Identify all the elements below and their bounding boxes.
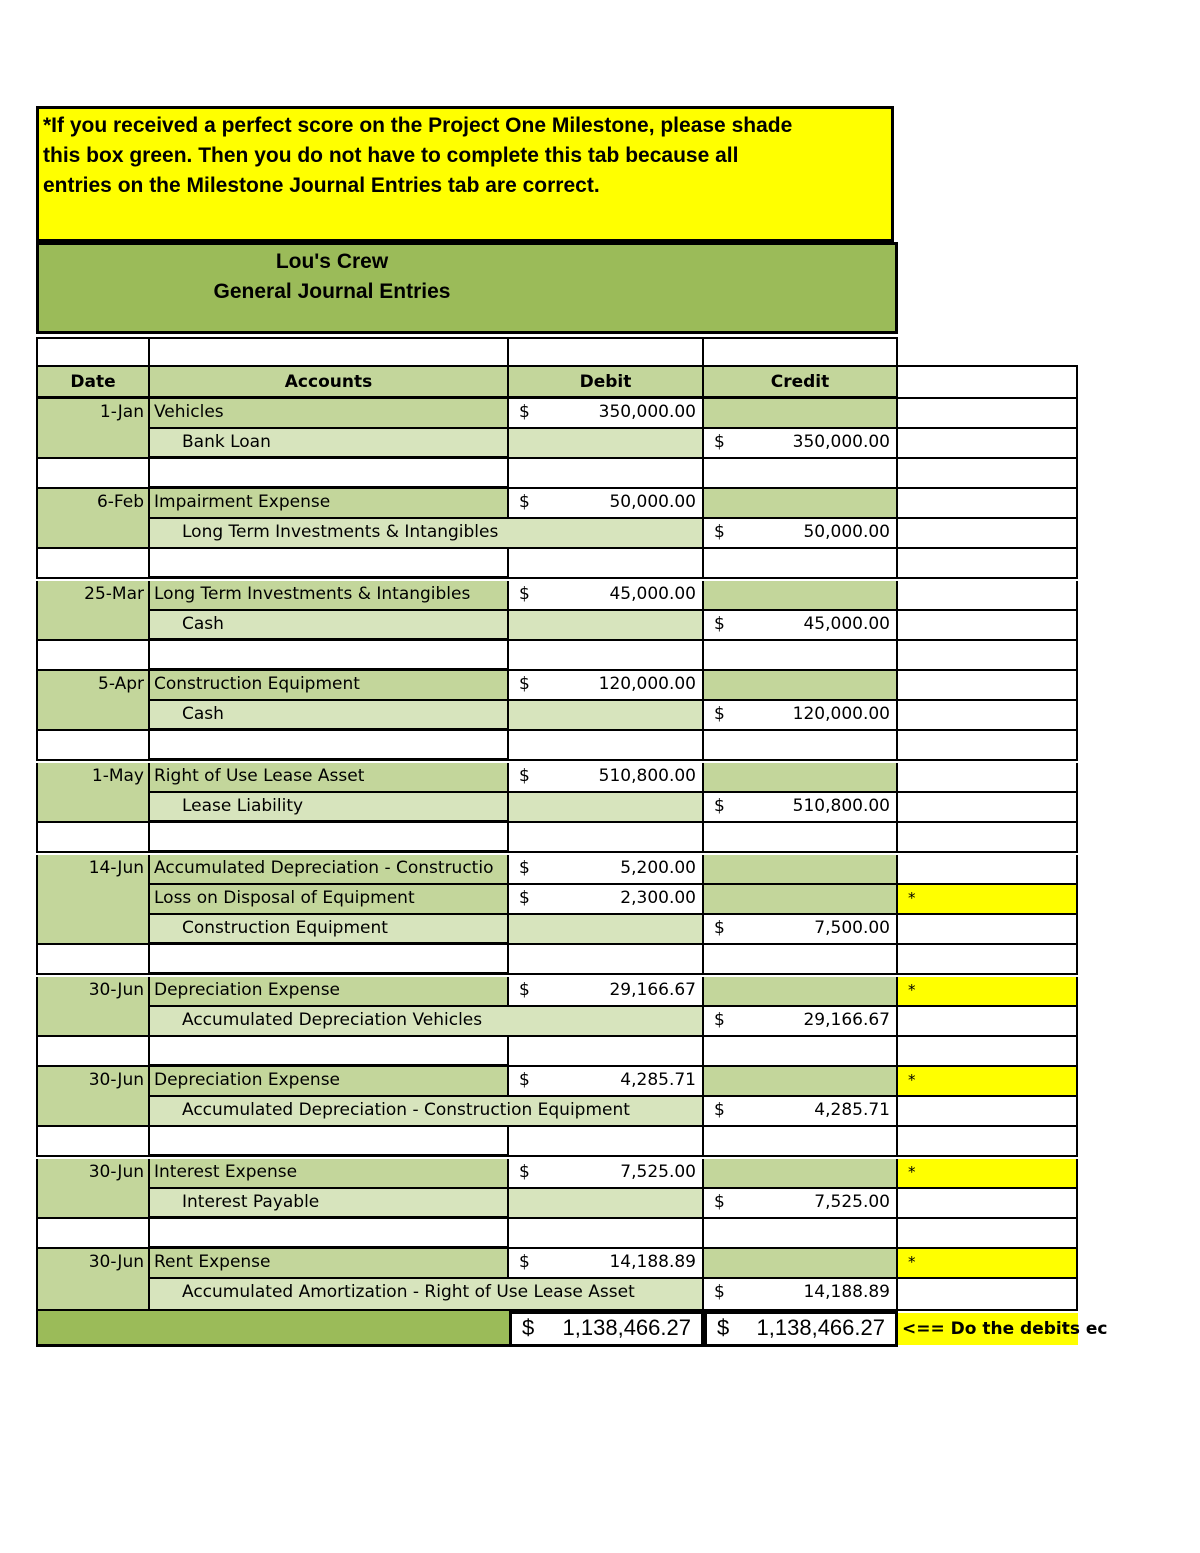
- column-header-date: Date: [36, 365, 150, 399]
- spacer-cell: [704, 549, 898, 579]
- credit-empty: [704, 671, 898, 701]
- journal-header: [36, 242, 898, 334]
- amount: 45,000.00: [609, 584, 696, 604]
- debit-empty: [509, 429, 704, 459]
- credit-empty: [704, 855, 898, 885]
- currency-symbol: $: [519, 858, 530, 878]
- spacer-cell: [36, 1037, 150, 1067]
- spacer-cell: [150, 459, 509, 489]
- note-marker: *: [898, 1067, 1078, 1097]
- debit-amount: [509, 1249, 704, 1279]
- debit-empty: [509, 793, 704, 823]
- extra-cell: [898, 1127, 1078, 1157]
- currency-symbol: $: [519, 492, 530, 512]
- entry-date: 30-Jun: [36, 1067, 150, 1097]
- entry-date: 1-May: [36, 763, 150, 793]
- spacer-cell: [36, 549, 150, 579]
- amount: 29,166.67: [609, 980, 696, 1000]
- credit-account: Cash: [150, 611, 509, 641]
- credit-account: Accumulated Amortization - Right of Use Lease Asset: [150, 1279, 704, 1311]
- debit-amount: [509, 855, 704, 885]
- extra-cell: [898, 459, 1078, 489]
- spacer-cell: [509, 1219, 704, 1249]
- total-credit-amount: 1,138,466.27: [756, 1315, 885, 1340]
- amount: 5,200.00: [620, 858, 696, 878]
- entry-date: 14-Jun: [36, 855, 150, 885]
- amount: 4,285.71: [814, 1100, 890, 1120]
- currency-symbol: $: [714, 522, 725, 542]
- credit-amount: [704, 793, 898, 823]
- debit-account: Rent Expense: [150, 1249, 509, 1279]
- debit-empty: [509, 1189, 704, 1219]
- credit-empty: [704, 399, 898, 429]
- spacer-cell: [36, 945, 150, 975]
- amount: 14,188.89: [609, 1252, 696, 1272]
- spacer-cell: [36, 337, 150, 365]
- entry-date-continued: [36, 611, 150, 641]
- debit-amount: [509, 489, 704, 519]
- entry-date-continued: [36, 429, 150, 459]
- extra-cell: [898, 1037, 1078, 1067]
- currency-symbol: $: [714, 796, 725, 816]
- total-credit-currency: $: [717, 1315, 730, 1340]
- currency-symbol: $: [714, 1282, 725, 1302]
- debit-account: Right of Use Lease Asset: [150, 763, 509, 793]
- currency-symbol: $: [519, 1252, 530, 1272]
- spacer-cell: [36, 459, 150, 489]
- debit-empty: [509, 611, 704, 641]
- entry-date-continued: [36, 1189, 150, 1219]
- spacer-cell: [704, 945, 898, 975]
- column-header-debit: Debit: [509, 365, 704, 399]
- spacer-cell: [704, 1127, 898, 1157]
- currency-symbol: $: [714, 1192, 725, 1212]
- balance-check-message: <== Do the debits ec: [898, 1313, 1078, 1345]
- amount: 120,000.00: [598, 674, 696, 694]
- credit-account: Accumulated Depreciation Vehicles: [150, 1007, 704, 1037]
- extra-cell: [898, 549, 1078, 579]
- note-marker: *: [898, 885, 1078, 915]
- extra-cell: [898, 489, 1078, 519]
- debit-amount: [509, 1159, 704, 1189]
- amount: 45,000.00: [803, 614, 890, 634]
- spacer-cell: [150, 641, 509, 671]
- credit-amount: [704, 1279, 898, 1311]
- journal-title: General Journal Entries: [213, 280, 451, 303]
- credit-amount: [704, 429, 898, 459]
- spacer-cell: [509, 459, 704, 489]
- entry-date: 6-Feb: [36, 489, 150, 519]
- note-marker: *: [898, 1159, 1078, 1189]
- debit-account: Interest Expense: [150, 1159, 509, 1189]
- note-marker: *: [898, 1249, 1078, 1279]
- spacer-cell: [150, 337, 509, 365]
- credit-amount: [704, 1189, 898, 1219]
- spacer-cell: [704, 1037, 898, 1067]
- amount: 50,000.00: [609, 492, 696, 512]
- debit-amount: [509, 885, 704, 915]
- note-marker: *: [898, 977, 1078, 1007]
- credit-account: Interest Payable: [150, 1189, 509, 1219]
- credit-empty: [704, 763, 898, 793]
- credit-empty: [704, 1159, 898, 1189]
- credit-account: Bank Loan: [150, 429, 509, 459]
- spacer-cell: [509, 823, 704, 853]
- spacer-cell: [150, 549, 509, 579]
- entry-date-continued: [36, 793, 150, 823]
- debit-empty: [509, 915, 704, 945]
- debit-account: Depreciation Expense: [150, 977, 509, 1007]
- company-name: Lou's Crew: [275, 250, 389, 273]
- extra-cell: [898, 671, 1078, 701]
- spacer-cell: [150, 731, 509, 761]
- currency-symbol: $: [519, 1162, 530, 1182]
- extra-cell: [898, 915, 1078, 945]
- currency-symbol: $: [519, 674, 530, 694]
- spacer-cell: [509, 549, 704, 579]
- extra-cell: [898, 823, 1078, 853]
- spacer-cell: [509, 1037, 704, 1067]
- total-debit-amount: 1,138,466.27: [562, 1315, 691, 1340]
- amount: 120,000.00: [792, 704, 890, 724]
- total-debit-currency: $: [522, 1315, 535, 1340]
- spacer-cell: [36, 641, 150, 671]
- amount: 50,000.00: [803, 522, 890, 542]
- debit-amount: [509, 1067, 704, 1097]
- spacer-cell: [509, 641, 704, 671]
- debit-amount: [509, 671, 704, 701]
- debit-account: Construction Equipment: [150, 671, 509, 701]
- entry-date-continued: [36, 1279, 150, 1311]
- credit-amount: [704, 915, 898, 945]
- total-debits: [509, 1311, 704, 1347]
- debit-amount: [509, 399, 704, 429]
- extra-cell: [898, 731, 1078, 761]
- currency-symbol: $: [519, 1070, 530, 1090]
- entry-date-continued: [36, 1007, 150, 1037]
- extra-cell: [898, 519, 1078, 549]
- spacer-cell: [36, 1127, 150, 1157]
- amount: 350,000.00: [792, 432, 890, 452]
- debit-account: Loss on Disposal of Equipment: [150, 885, 509, 915]
- spacer-cell: [150, 945, 509, 975]
- currency-symbol: $: [519, 766, 530, 786]
- extra-cell: [898, 793, 1078, 823]
- credit-amount: [704, 1097, 898, 1127]
- debit-account: Impairment Expense: [150, 489, 509, 519]
- entry-date-continued: [36, 701, 150, 731]
- currency-symbol: $: [714, 704, 725, 724]
- credit-amount: [704, 611, 898, 641]
- spacer-cell: [509, 1127, 704, 1157]
- spacer-cell: [150, 1127, 509, 1157]
- amount: 2,300.00: [620, 888, 696, 908]
- currency-symbol: $: [714, 1010, 725, 1030]
- credit-empty: [704, 581, 898, 611]
- debit-account: Depreciation Expense: [150, 1067, 509, 1097]
- extra-cell: [898, 1189, 1078, 1219]
- credit-amount: [704, 1007, 898, 1037]
- amount: 29,166.67: [803, 1010, 890, 1030]
- spacer-cell: [509, 337, 704, 365]
- amount: 7,500.00: [814, 918, 890, 938]
- currency-symbol: $: [714, 614, 725, 634]
- amount: 7,525.00: [814, 1192, 890, 1212]
- debit-account: Accumulated Depreciation - Constructio: [150, 855, 509, 885]
- amount: 7,525.00: [620, 1162, 696, 1182]
- currency-symbol: $: [519, 402, 530, 422]
- spacer-cell: [36, 823, 150, 853]
- credit-empty: [704, 885, 898, 915]
- extra-cell: [898, 945, 1078, 975]
- entry-date: 30-Jun: [36, 977, 150, 1007]
- extra-column-header: [898, 365, 1078, 399]
- credit-amount: [704, 519, 898, 549]
- extra-cell: [898, 399, 1078, 429]
- extra-cell: [898, 701, 1078, 731]
- entry-date: 30-Jun: [36, 1249, 150, 1279]
- credit-account: Lease Liability: [150, 793, 509, 823]
- extra-cell: [898, 611, 1078, 641]
- currency-symbol: $: [714, 918, 725, 938]
- debit-empty: [509, 701, 704, 731]
- amount: 350,000.00: [598, 402, 696, 422]
- entry-date-continued: [36, 915, 150, 945]
- debit-amount: [509, 977, 704, 1007]
- credit-account: Long Term Investments & Intangibles: [150, 519, 704, 549]
- debit-account: Vehicles: [150, 399, 509, 429]
- amount: 510,800.00: [792, 796, 890, 816]
- debit-amount: [509, 581, 704, 611]
- extra-cell: [898, 1007, 1078, 1037]
- currency-symbol: $: [714, 1100, 725, 1120]
- spacer-cell: [150, 823, 509, 853]
- extra-cell: [898, 581, 1078, 611]
- currency-symbol: $: [519, 888, 530, 908]
- spacer-cell: [36, 731, 150, 761]
- total-credits: [704, 1311, 898, 1347]
- extra-cell: [898, 855, 1078, 885]
- spacer-cell: [704, 337, 898, 365]
- spacer-cell: [704, 459, 898, 489]
- credit-account: Cash: [150, 701, 509, 731]
- spacer-cell: [509, 731, 704, 761]
- currency-symbol: $: [714, 432, 725, 452]
- amount: 510,800.00: [598, 766, 696, 786]
- entry-date: 1-Jan: [36, 399, 150, 429]
- column-header-credit: Credit: [704, 365, 898, 399]
- amount: 4,285.71: [620, 1070, 696, 1090]
- extra-cell: [898, 763, 1078, 793]
- credit-empty: [704, 1249, 898, 1279]
- spacer-cell: [36, 1219, 150, 1249]
- entry-date-continued: [36, 1097, 150, 1127]
- instruction-line-1: *If you received a perfect score on the Project One Milestone, please shade: [43, 114, 793, 137]
- credit-amount: [704, 701, 898, 731]
- spacer-cell: [704, 641, 898, 671]
- credit-empty: [704, 977, 898, 1007]
- entry-date-continued: [36, 519, 150, 549]
- extra-cell: [898, 429, 1078, 459]
- spacer-cell: [704, 731, 898, 761]
- amount: 14,188.89: [803, 1282, 890, 1302]
- entry-date: 30-Jun: [36, 1159, 150, 1189]
- spacer-cell: [704, 1219, 898, 1249]
- debit-account: Long Term Investments & Intangibles: [150, 581, 509, 611]
- extra-cell: [898, 641, 1078, 671]
- credit-account: Construction Equipment: [150, 915, 509, 945]
- debit-amount: [509, 763, 704, 793]
- credit-empty: [704, 1067, 898, 1097]
- instruction-note: [36, 106, 894, 242]
- spacer-cell: [509, 945, 704, 975]
- currency-symbol: $: [519, 980, 530, 1000]
- instruction-line-3: entries on the Milestone Journal Entries tab are correct.: [43, 174, 600, 197]
- spacer-cell: [704, 823, 898, 853]
- spacer-cell: [150, 1219, 509, 1249]
- credit-empty: [704, 489, 898, 519]
- instruction-line-2: this box green. Then you do not have to complete this tab because all: [43, 144, 739, 167]
- extra-cell: [898, 1097, 1078, 1127]
- entry-date: 25-Mar: [36, 581, 150, 611]
- entry-date-continued: [36, 885, 150, 915]
- column-header-accounts: Accounts: [150, 365, 509, 399]
- extra-cell: [898, 1219, 1078, 1249]
- spacer-cell: [150, 1037, 509, 1067]
- totals-label-cell: [36, 1311, 509, 1347]
- currency-symbol: $: [519, 584, 530, 604]
- entry-date: 5-Apr: [36, 671, 150, 701]
- extra-cell: [898, 1279, 1078, 1311]
- credit-account: Accumulated Depreciation - Construction Equipment: [150, 1097, 704, 1127]
